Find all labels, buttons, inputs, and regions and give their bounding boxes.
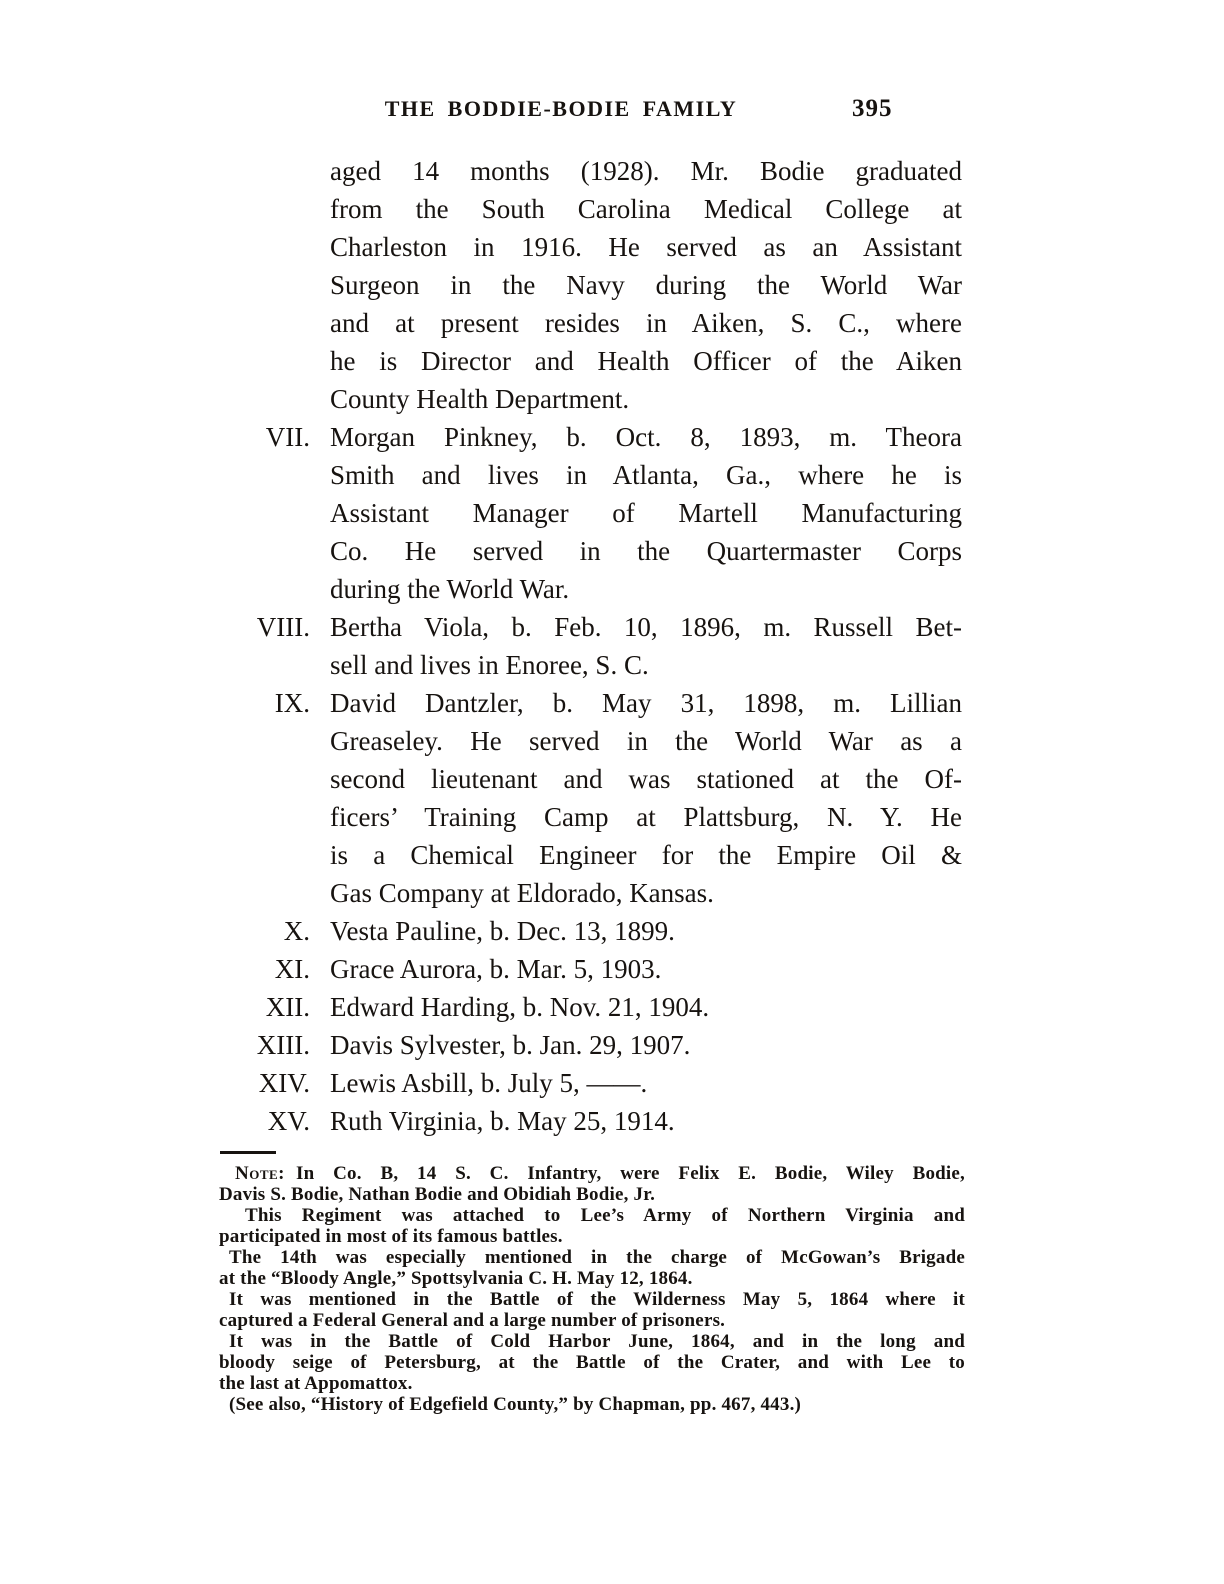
footnote-line: (See also, “History of Edgefield County,” by Chapman, pp. 467, 443.) [229,1394,802,1415]
entry-line: Grace Aurora, b. Mar. 5, 1903. [330,954,662,984]
entry-text [330,608,962,684]
entry-line: Morgan Pinkney, b. Oct. 8, 1893, m. Theora [330,422,962,452]
entry-numeral: VIII. [256,612,310,642]
genealogy-list [230,152,962,1140]
entry-numeral [230,152,310,418]
genealogy-entry [230,608,962,684]
entry-numeral: IX. [274,688,310,718]
entry-numeral: VII. [265,422,310,452]
genealogy-entry [230,1064,962,1102]
entry-line: from the South Carolina Medical College at [330,194,962,224]
entry-line: Surgeon in the Navy during the World War [330,270,962,300]
entry-text [330,988,962,1026]
entry-line: and at present resides in Aiken, S. C., where [330,308,962,338]
entry-line: County Health Department. [330,384,630,414]
entry-text [330,684,962,912]
entry-text [330,1102,962,1140]
genealogy-entry [230,950,962,988]
entry-line: Gas Company at Eldorado, Kansas. [330,878,714,908]
entry-line: Charleston in 1916. He served as an Assistant [330,232,962,262]
entry-text [330,1064,962,1102]
genealogy-entry [230,1026,962,1064]
entry-numeral: XIV. [258,1068,310,1098]
footnote-line: captured a Federal General and a large number of prisoners. [219,1310,726,1331]
entry-line: Co. He served in the Quartermaster Corps [330,536,962,566]
footnote-line: It was in the Battle of Cold Harbor June, 1864, and in the long and [229,1331,965,1352]
footnote-line: the last at Appomattox. [219,1373,413,1394]
footnote-label: Note: [235,1163,286,1184]
entry-numeral: XII. [265,992,310,1022]
entry-line: Davis Sylvester, b. Jan. 29, 1907. [330,1030,691,1060]
genealogy-entry [230,912,962,950]
entry-line: during the World War. [330,574,570,604]
entry-line: David Dantzler, b. May 31, 1898, m. Lillian [330,688,962,718]
entry-text [330,950,962,988]
footnote-line: It was mentioned in the Battle of the Wilderness May 5, 1864 where it [229,1289,965,1310]
entry-text [330,1026,962,1064]
footnote [219,1163,965,1415]
entry-numeral: XI. [274,954,310,984]
footnote-line-text: In Co. B, 14 S. C. Infantry, were Felix E. Bodie, Wiley Bodie, [296,1163,965,1184]
entry-line: aged 14 months (1928). Mr. Bodie graduated [330,156,962,186]
entry-line: Assistant Manager of Martell Manufacturing [330,498,962,528]
entry-line: second lieutenant and was stationed at the Of- [330,764,962,794]
entry-text [330,152,962,418]
genealogy-entry [230,988,962,1026]
entry-line: is a Chemical Engineer for the Empire Oil & [330,840,962,870]
entry-line: he is Director and Health Officer of the Aiken [330,346,962,376]
entry-numeral: XIII. [256,1030,310,1060]
entry-line: Lewis Asbill, b. July 5, ——. [330,1068,648,1098]
footnote-line: bloody seige of Petersburg, at the Battle of the Crater, and with Lee to [219,1352,965,1373]
footnote-line: The 14th was especially mentioned in the charge of McGowan’s Brigade [229,1247,965,1268]
genealogy-entry [230,1102,962,1140]
footnote-rule [220,1151,276,1154]
page-title: THE BODDIE-BODIE FAMILY [384,96,738,121]
entry-numeral: X. [283,916,310,946]
entry-text [330,912,962,950]
genealogy-entry [230,684,962,912]
entry-line: Ruth Virginia, b. May 25, 1914. [330,1106,675,1136]
footnote-line: This Regiment was attached to Lee’s Army of Northern Virginia and [245,1205,965,1226]
page-number: 395 [852,95,893,122]
entry-text [330,418,962,608]
entry-line: ficers’ Training Camp at Plattsburg, N. Y. He [330,802,962,832]
entry-line: Vesta Pauline, b. Dec. 13, 1899. [330,916,675,946]
genealogy-entry [230,152,962,418]
footnote-line: Davis S. Bodie, Nathan Bodie and Obidiah Bodie, Jr. [219,1184,656,1205]
footnote-line: at the “Bloody Angle,” Spottsylvania C. H. May 12, 1864. [219,1268,693,1289]
entry-line: Edward Harding, b. Nov. 21, 1904. [330,992,710,1022]
entry-line: Greaseley. He served in the World War as a [330,726,962,756]
genealogy-entry [230,418,962,608]
entry-line: sell and lives in Enoree, S. C. [330,650,649,680]
footnote-line: participated in most of its famous battles. [219,1226,563,1247]
entry-line: Bertha Viola, b. Feb. 10, 1896, m. Russell Bet- [330,612,962,642]
footnote-line [219,1163,965,1184]
entry-line: Smith and lives in Atlanta, Ga., where he is [330,460,962,490]
entry-numeral: XV. [267,1106,310,1136]
